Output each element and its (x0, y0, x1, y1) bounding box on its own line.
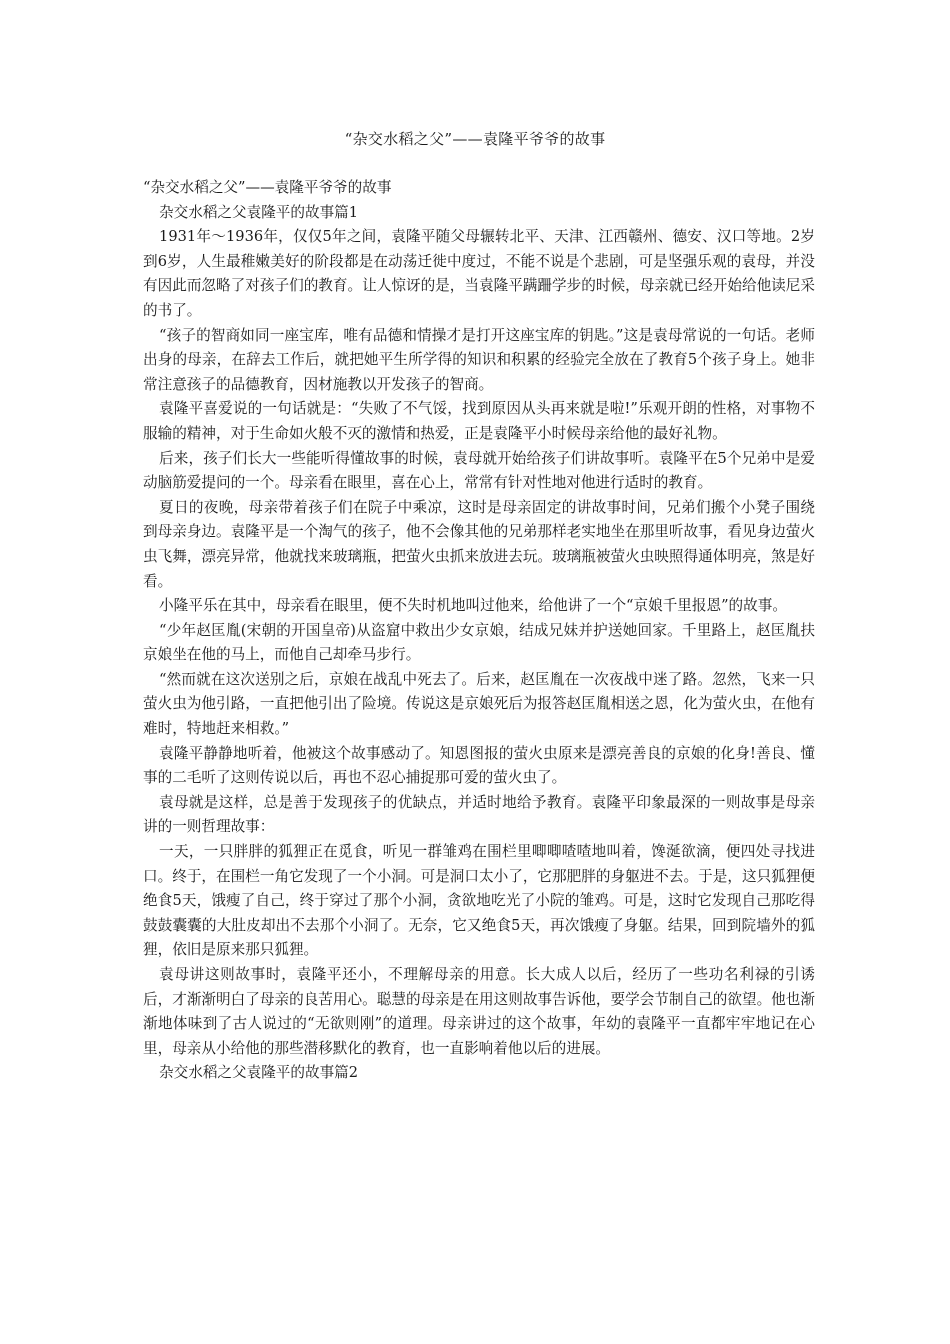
paragraph: 袁隆平静静地听着，他被这个故事感动了。知恩图报的萤火虫原来是漂亮善良的京娘的化身!善良、懂事的二毛听了这则传说以后，再也不忍心捕捉那可爱的萤火虫了。 (143, 744, 815, 787)
document-body (143, 176, 815, 1086)
paragraph: 袁母讲这则故事时，袁隆平还小，不理解母亲的用意。长大成人以后，经历了一些功名利禄的引诱后，才渐渐明白了母亲的良苦用心。聪慧的母亲是在用这则故事告诉他，要学会节制自己的欲望。他也渐渐地体味到了古人说过的“无欲则刚”的道理。母亲讲过的这个故事，年幼的袁隆平一直都牢牢地记在心里，母亲从小给他的那些潜移默化的教育，也一直影响着他以后的进展。 (143, 966, 815, 1057)
paragraph: 袁隆平喜爱说的一句话就是：“失败了不气馁，找到原因从头再来就是啦!”乐观开朗的性格，对事物不服输的精神，对于生命如火般不灭的激情和热爱，正是袁隆平小时候母亲给他的最好礼物。 (143, 400, 815, 442)
paragraph: 小隆平乐在其中，母亲看在眼里，便不失时机地叫过他来，给他讲了一个“京娘千里报恩”的故事。 (159, 597, 787, 615)
paragraph: 夏日的夜晚，母亲带着孩子们在院子中乘凉，这时是母亲固定的讲故事时间，兄弟们搬个小凳子围绕到母亲身边。袁隆平是一个淘气的孩子，他不会像其他的兄弟那样老实地坐在那里听故事，看见身边萤火虫飞舞，漂亮异常，他就找来玻璃瓶，把萤火虫抓来放进去玩。玻璃瓶被萤火虫映照得通体明亮，煞是好看。 (143, 498, 815, 590)
paragraph: 1931年～1936年，仅仅5年之间，袁隆平随父母辗转北平、天津、江西赣州、德安、汉口等地。2岁到6岁，人生最稚嫩美好的阶段都是在动荡迁徙中度过，不能不说是个悲剧，可是坚强乐观的袁母，并没有因此而忽略了对孩子们的教育。让人惊讶的是，当袁隆平蹒跚学步的时候，母亲就已经开始给他读尼采的书了。 (143, 228, 815, 319)
paragraph: “孩子的智商如同一座宝库，唯有品德和情操才是打开这座宝库的钥匙。”这是袁母常说的一句话。老师出身的母亲，在辞去工作后，就把她平生所学得的知识和积累的经验完全放在了教育5个孩子身上。她非常注意孩子的品德教育，因材施教以开发孩子的智商。 (143, 326, 815, 393)
paragraph: “然而就在这次送别之后，京娘在战乱中死去了。后来，赵匡胤在一次夜战中迷了路。忽然，飞来一只萤火虫为他引路，一直把他引出了险境。传说这是京娘死后为报答赵匡胤相送之恩，化为萤火虫，在他有难时，特地赶来相救。” (143, 670, 815, 738)
paragraph: 杂交水稻之父袁隆平的故事篇1 (159, 203, 359, 221)
paragraph: “杂交水稻之父”——袁隆平爷爷的故事 (143, 179, 392, 196)
paragraph: 杂交水稻之父袁隆平的故事篇2 (159, 1064, 359, 1082)
document-title: “杂交水稻之父”——袁隆平爷爷的故事 (344, 130, 606, 148)
paragraph: 后来，孩子们长大一些能听得懂故事的时候，袁母就开始给孩子们讲故事听。袁隆平在5个兄弟中是爱动脑筋爱提问的一个。母亲看在眼里，喜在心上，常常有针对性地对他进行适时的教育。 (143, 449, 815, 492)
paragraph: 袁母就是这样，总是善于发现孩子的优缺点，并适时地给予教育。袁隆平印象最深的一则故事是母亲讲的一则哲理故事： (143, 793, 815, 836)
paragraph: “少年赵匡胤(宋朝的开国皇帝)从盗窟中救出少女京娘，结成兄妹并护送她回家。千里路上，赵匡胤扶京娘坐在他的马上，而他自己却牵马步行。 (143, 621, 815, 664)
paragraph: 一天，一只胖胖的狐狸正在觅食，听见一群雏鸡在围栏里唧唧喳喳地叫着，馋涎欲滴，便四处寻找进口。终于，在围栏一角它发现了一个小洞。可是洞口太小了，它那肥胖的身躯进不去。于是，这只狐狸便绝食5天，饿瘦了自己，终于穿过了那个小洞，贪欲地吃光了小院的雏鸡。可是，这时它发现自己那吃得鼓鼓囊囊的大肚皮却出不去那个小洞了。无奈，它又绝食5天，再次饿瘦了身躯。结果，回到院墙外的狐狸，依旧是原来那只狐狸。 (143, 843, 815, 959)
